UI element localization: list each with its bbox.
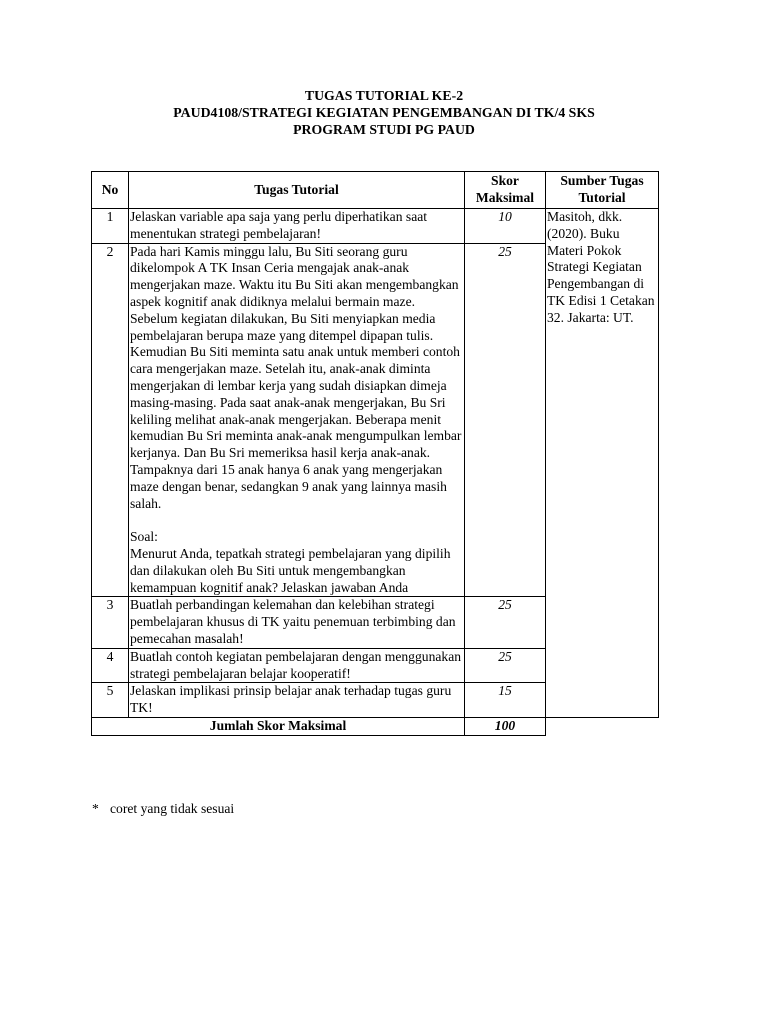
task-paragraph: Pada hari Kamis minggu lalu, Bu Siti seorang guru dikelompok A TK Insan Ceria mengajak anak-anak mengerjakan maze. Waktu itu Bu Siti akan mengembangkan aspek kognitif anak didiknya melalui bermain maze. Sebelum kegiatan dilakukan, Bu Siti menyiapkan media pembelajaran berupa maze yang ditempel dipapan tulis. Kemudian Bu Siti meminta satu anak untuk memberi contoh cara mengerjakan maze. Setelah itu, anak-anak diminta mengerjakan di lembar kerja yang sudah disiapkan dimeja masing-masing. Pada saat anak-anak mengerjakan, Bu Sri keliling melihat anak-anak mengerjakan. Beberapa menit kemudian Bu Sri meminta anak-anak mengumpulkan lembar kerjanya. Dan Bu Sri memeriksa hasil kerja anak-anak. Tampaknya dari 15 anak hanya 6 anak yang mengerjakan maze dengan benar, sedangkan 9 anak yang lainnya masih salah. xyxy=(130,243,462,511)
footnote xyxy=(92,801,234,817)
task-text xyxy=(129,597,465,648)
task-number: 4 xyxy=(92,648,129,683)
total-score: 100 xyxy=(465,717,546,735)
header-course: PAUD4108/STRATEGI KEGIATAN PENGEMBANGAN DI TK/4 SKS xyxy=(173,105,595,120)
task-number: 1 xyxy=(92,209,129,244)
task-paragraph: Buatlah perbandingan kelemahan dan kelebihan strategi pembelajaran khusus di TK yaitu penemuan terbimbing dan pemecahan masalah! xyxy=(130,597,456,646)
task-max-score: 10 xyxy=(465,209,546,244)
task-number: 3 xyxy=(92,597,129,648)
task-paragraph: Buatlah contoh kegiatan pembelajaran dengan menggunakan strategi pembelajaran belajar kooperatif! xyxy=(130,648,462,681)
header-title: TUGAS TUTORIAL KE-2 xyxy=(304,88,464,103)
tutorial-task-table xyxy=(91,171,659,736)
task-rows xyxy=(92,209,659,718)
task-number: 2 xyxy=(92,243,129,597)
task-text xyxy=(129,243,465,597)
task-paragraph: Soal: Menurut Anda, tepatkah strategi pembelajaran yang dipilih dan dilakukan oleh Bu Siti untuk mengembangkan kemampuan kognitif anak? Jelaskan jawaban Anda xyxy=(130,529,451,595)
footnote-text: coret yang tidak sesuai xyxy=(110,801,235,816)
total-row xyxy=(92,717,659,735)
task-source-reference: Masitoh, dkk. (2020). Buku Materi Pokok Strategi Kegiatan Pengembangan di TK Edisi 1 Cetakan 32. Jakarta: UT. xyxy=(546,209,659,718)
task-text xyxy=(129,209,465,244)
table-header-row xyxy=(92,172,659,209)
total-label: Jumlah Skor Maksimal xyxy=(92,717,465,735)
column-header-source: Sumber Tugas Tutorial xyxy=(546,172,659,209)
column-header-score: Skor Maksimal xyxy=(465,172,546,209)
task-text xyxy=(129,648,465,683)
footnote-asterisk: * xyxy=(92,801,99,816)
task-paragraph: Jelaskan implikasi prinsip belajar anak terhadap tugas guru TK! xyxy=(130,683,452,716)
task-max-score: 25 xyxy=(465,648,546,683)
task-paragraph: Jelaskan variable apa saja yang perlu diperhatikan saat menentukan strategi pembelajaran! xyxy=(130,209,428,241)
document-header xyxy=(0,87,768,138)
column-header-task: Tugas Tutorial xyxy=(129,172,465,209)
task-number: 5 xyxy=(92,683,129,718)
task-text xyxy=(129,683,465,718)
task-max-score: 25 xyxy=(465,243,546,597)
header-program: PROGRAM STUDI PG PAUD xyxy=(293,122,475,137)
task-max-score: 15 xyxy=(465,683,546,718)
table-row xyxy=(92,209,659,244)
task-max-score: 25 xyxy=(465,597,546,648)
column-header-no: No xyxy=(92,172,129,209)
